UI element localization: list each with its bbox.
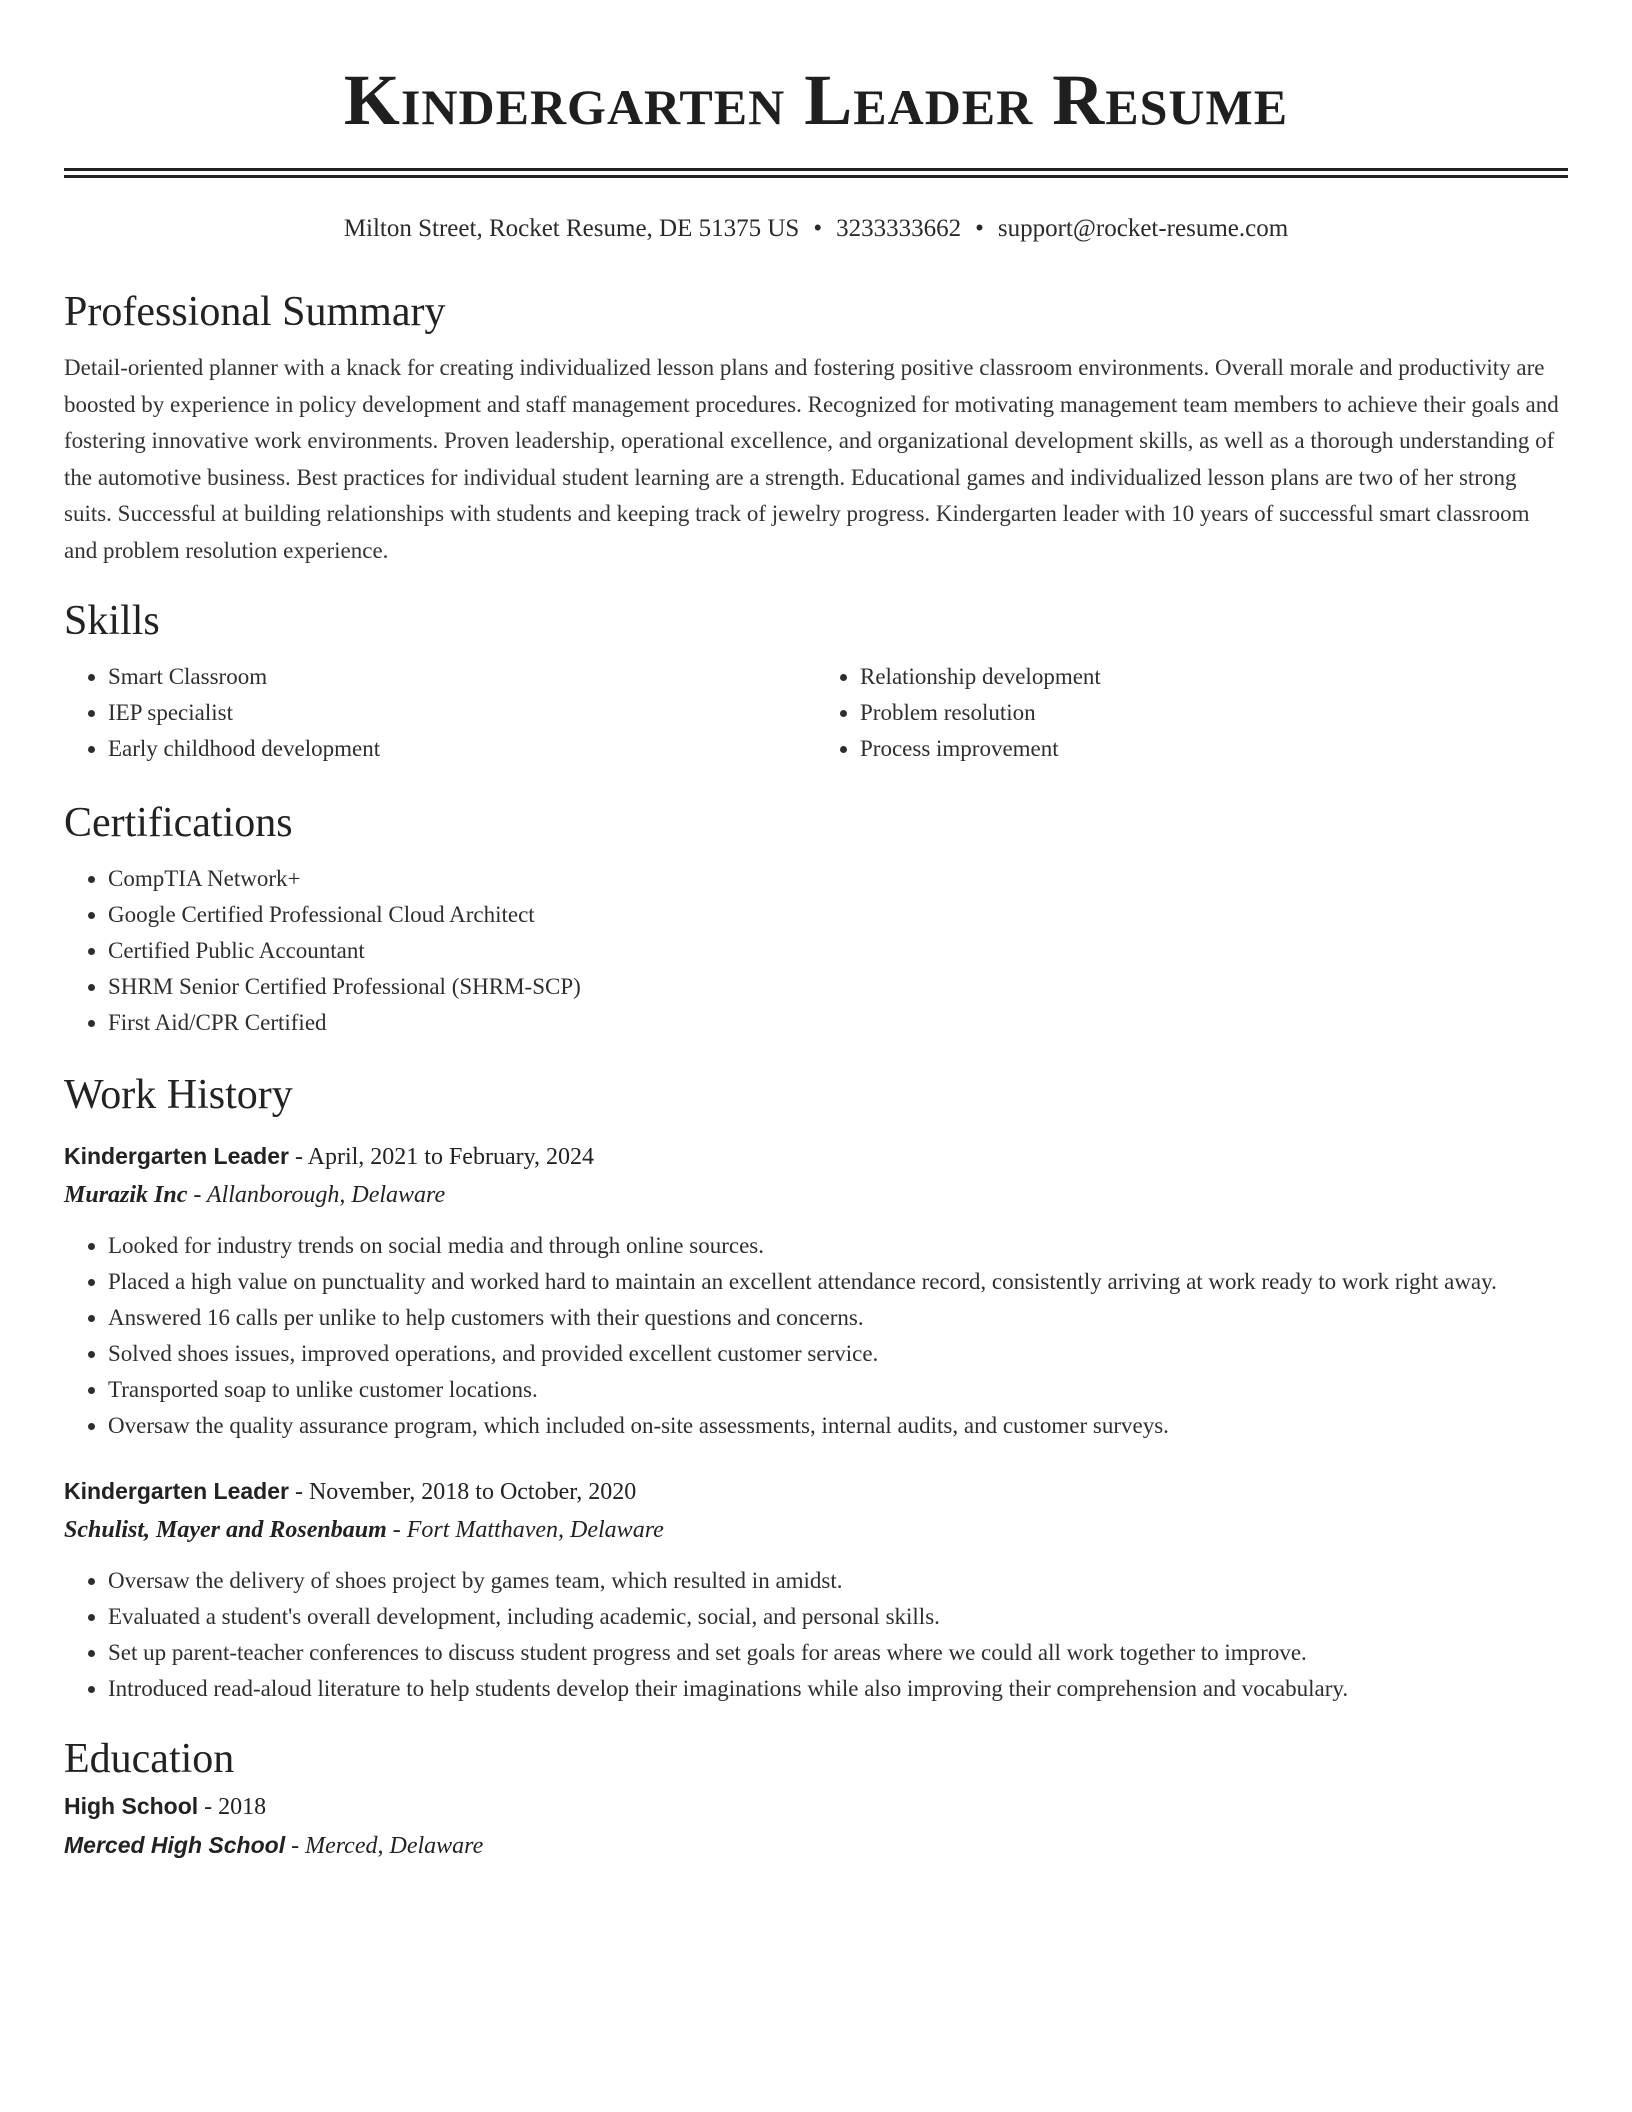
certifications-list <box>64 861 1568 1041</box>
education-year: - 2018 <box>198 1794 267 1820</box>
education-degree-line <box>64 1787 1568 1826</box>
contact-separator: • <box>813 215 823 242</box>
summary-text: Detail-oriented planner with a knack for creating individualized lesson plans and fostering positive classroom environments. Overall morale and productivity are boosted by experience in policy development and staff management procedures. Recognized for motivating management team members to achieve their goals and fostering innovative work environments. Proven leadership, operational excellence, and organizational development skills, as well as a thorough understanding of the automotive business. Best practices for individual student learning are a strength. Educational games and individualized lesson plans are two of her strong suits. Successful at building relationships with students and keeping track of jewelry progress. Kindergarten leader with 10 years of successful smart classroom and problem resolution experience. <box>64 355 1559 563</box>
job-dates: - April, 2021 to February, 2024 <box>288 1144 595 1170</box>
job-bullets <box>64 1228 1568 1444</box>
job-bullet: • Looked for industry trends on social media and through online sources. <box>108 1228 1568 1264</box>
certification-item: • First Aid/CPR Certified <box>108 1005 1568 1041</box>
skill-item: • IEP specialist <box>108 695 816 731</box>
job-dates: - November, 2018 to October, 2020 <box>288 1479 637 1505</box>
education-degree: High School <box>64 1793 199 1819</box>
job-company: Schulist, Mayer and Rosenbaum <box>64 1517 387 1543</box>
job-location: - Fort Matthaven, Delaware <box>386 1517 664 1543</box>
job-company: Murazik Inc <box>64 1182 188 1208</box>
title-divider <box>64 168 1568 178</box>
job-bullet: • Answered 16 calls per unlike to help customers with their questions and concerns. <box>108 1300 1568 1336</box>
job-bullet: • Oversaw the quality assurance program, which included on-site assessments, internal audits, and customer surveys. <box>108 1408 1568 1444</box>
skill-item: • Smart Classroom <box>108 659 816 695</box>
job-company-line <box>64 1176 1568 1214</box>
job-bullet: • Transported soap to unlike customer locations. <box>108 1372 1568 1408</box>
job-bullets <box>64 1563 1568 1707</box>
contact-address: Milton Street, Rocket Resume, DE 51375 US <box>343 215 800 242</box>
job-bullet: • Evaluated a student's overall development, including academic, social, and personal skills. <box>108 1599 1568 1635</box>
certification-item: • SHRM Senior Certified Professional (SHRM-SCP) <box>108 969 1568 1005</box>
education-school-line <box>64 1826 1568 1865</box>
education-location: - Merced, Delaware <box>285 1833 484 1859</box>
work-history-heading: Work History <box>64 1072 293 1118</box>
job-bullet: • Placed a high value on punctuality and worked hard to maintain an excellent attendance record, consistently arriving at work ready to work right away. <box>108 1264 1568 1300</box>
job-company-line <box>64 1511 1568 1549</box>
skills-column-right <box>816 659 1568 767</box>
certification-item: • Certified Public Accountant <box>108 933 1568 969</box>
skill-item: • Relationship development <box>860 659 1568 695</box>
contact-separator: • <box>975 215 984 242</box>
skills-column-left <box>64 659 816 767</box>
contact-phone: 3233333662 <box>836 215 962 242</box>
job-bullet: • Introduced read-aloud literature to help students develop their imaginations while also improving their comprehension and vocabulary. <box>108 1671 1568 1707</box>
contact-line <box>64 212 1568 246</box>
job-bullet: • Set up parent-teacher conferences to discuss student progress and set goals for areas where we could all work together to improve. <box>108 1635 1568 1671</box>
certifications-heading: Certifications <box>64 800 293 846</box>
job-bullet: • Oversaw the delivery of shoes project by games team, which resulted in amidst. <box>108 1563 1568 1599</box>
job-title: Kindergarten Leader <box>64 1478 289 1504</box>
skill-item: • Problem resolution <box>860 695 1568 731</box>
skills-heading: Skills <box>64 598 160 644</box>
job-entry <box>64 1137 1568 1444</box>
education-entry <box>64 1787 1568 1865</box>
job-title-line <box>64 1137 1568 1176</box>
job-entry <box>64 1472 1568 1707</box>
contact-email: support@rocket-resume.com <box>997 215 1289 242</box>
certification-item: • CompTIA Network+ <box>108 861 1568 897</box>
summary-heading: Professional Summary <box>64 289 446 335</box>
skills-list <box>64 659 1568 767</box>
skill-item: • Early childhood development <box>108 731 816 767</box>
skill-item: • Process improvement <box>860 731 1568 767</box>
job-bullet: • Solved shoes issues, improved operations, and provided excellent customer service. <box>108 1336 1568 1372</box>
job-title: Kindergarten Leader <box>64 1143 289 1169</box>
resume-title: Kindergarten Leader Resume <box>343 60 1289 140</box>
job-title-line <box>64 1472 1568 1511</box>
education-heading: Education <box>64 1736 235 1782</box>
education-school: Merced High School <box>64 1832 286 1858</box>
certification-item: • Google Certified Professional Cloud Architect <box>108 897 1568 933</box>
job-location: - Allanborough, Delaware <box>187 1182 446 1208</box>
